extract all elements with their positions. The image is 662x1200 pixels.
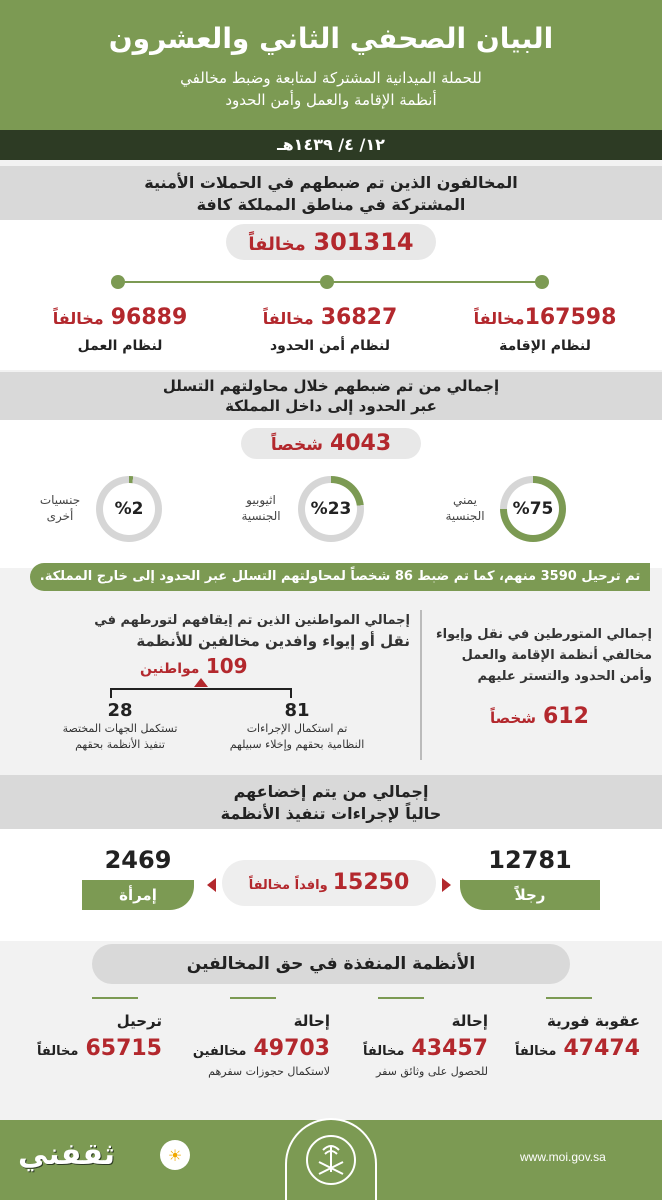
split-number: 28: [107, 700, 133, 721]
ring-percent: %75: [507, 483, 559, 535]
section4-heading-line-2: حالياً لإجراءات تنفيذ الأنظمة: [220, 804, 442, 823]
section1-heading-line-2: المشتركة في مناطق المملكة كافة: [196, 195, 466, 214]
subtitle-line-1: للحملة الميدانية المشتركة لمتابعة وضبط مخالفي: [180, 69, 482, 87]
measure-unit: مخالفاً: [515, 1044, 557, 1059]
involved-number: 612: [542, 704, 589, 729]
citizens-number: 109: [205, 654, 248, 678]
measure-immediate-penalty: [490, 1012, 640, 1061]
ring-others: [96, 476, 162, 542]
men-count: [460, 846, 600, 910]
measure-unit: مخالفاً: [37, 1044, 79, 1059]
section1-heading-line-1: المخالفون الذين تم ضبطهم في الحملات الأمنية: [144, 173, 518, 192]
item-bar: [546, 997, 592, 999]
citizens-unit: مواطنين: [140, 661, 200, 677]
text-line: إجمالي المواطنين الذين تم إيقافهم لتورطهم في: [94, 613, 410, 628]
deportation-note: تم ترحيل 3590 منهم، كما تم ضبط 86 شخصاً لمحاولتهم التسلل عبر الحدود إلى خارج المملكة.: [30, 563, 650, 591]
website-link[interactable]: www.moi.gov.sa: [520, 1150, 606, 1164]
measure-title: إحالة: [451, 1012, 488, 1030]
split-line-text: النظامية بحقهم وإخلاء سبيلهم: [229, 738, 365, 751]
ring-percent: %2: [103, 483, 155, 535]
split-line-text: تم استكمال الإجراءات: [246, 722, 348, 735]
measure-referral-documents: [338, 1012, 488, 1078]
section1-heading: [0, 166, 662, 220]
stat-label: لنظام العمل: [77, 338, 163, 354]
measure-title: ترحيل: [116, 1012, 162, 1030]
item-bar: [230, 997, 276, 999]
section4-heading: [0, 775, 662, 829]
text-line: وأمن الحدود والتستر عليهم: [477, 669, 652, 684]
involved-total: [490, 704, 589, 729]
ring-label: [228, 492, 294, 524]
ring-label-line: أخرى: [46, 509, 74, 523]
item-bar: [92, 997, 138, 999]
ring-label-line: اثيوبيو: [246, 493, 276, 507]
citizens-text: [40, 610, 410, 652]
measure-unit: مخالفاً: [363, 1044, 405, 1059]
ring-label: [435, 492, 495, 524]
section3-divider: [420, 610, 422, 760]
split-number: 81: [284, 700, 310, 721]
women-label: إمرأة: [82, 880, 194, 910]
women-count: [82, 846, 194, 910]
ring-label-line: يمني: [453, 493, 477, 507]
page-subtitle: [0, 67, 662, 111]
section2-total: [0, 428, 662, 459]
section4-total-number: 15250: [332, 870, 410, 895]
measure-note: للحصول على وثائق سفر: [376, 1065, 488, 1078]
stat-border-security: [240, 305, 420, 354]
text-line: إجمالي المتورطين في نقل وإيواء: [436, 627, 652, 642]
split-pointer: [194, 678, 208, 687]
stat-unit: مخالفاً: [262, 309, 314, 328]
stat-number: 96889: [110, 305, 188, 330]
section2-heading: [0, 372, 662, 420]
connector-dot: [111, 275, 125, 289]
measure-number: 65715: [85, 1036, 162, 1061]
section4-heading-line-1: إجمالي من يتم إخضاعهم: [233, 782, 429, 801]
measure-note: لاستكمال حجوزات سفرهم: [208, 1065, 330, 1078]
stat-unit: مخالفاً: [473, 309, 525, 328]
ring-label-line: الجنسية: [445, 509, 485, 523]
measure-unit: مخالفين: [192, 1044, 247, 1059]
citizens-total: [140, 654, 248, 678]
ring-label: [30, 492, 90, 524]
page-title: البيان الصحفي الثاني والعشرون: [108, 22, 554, 55]
split-tick: [290, 688, 292, 698]
ring-label-line: جنسيات: [39, 493, 81, 507]
stat-residence: [455, 305, 635, 354]
lightbulb-icon: ☀: [160, 1140, 190, 1170]
men-label: رجلاً: [460, 880, 600, 910]
text-line: مخالفي أنظمة الإقامة والعمل: [461, 648, 652, 663]
ring-ethiopian: [298, 476, 364, 542]
ministry-emblem-icon: [285, 1118, 377, 1200]
section4-total-unit: وافداً مخالفاً: [248, 878, 328, 893]
date-bar: ١٢/ ٤/ ١٤٣٩هـ: [0, 130, 662, 160]
measure-title: عقوبة فورية: [547, 1012, 640, 1030]
measure-number: 47474: [563, 1036, 640, 1061]
ring-label-line: الجنسية: [241, 509, 281, 523]
measure-title: إحالة: [293, 1012, 330, 1030]
item-bar: [378, 997, 424, 999]
subtitle-line-2: أنظمة الإقامة والعمل وأمن الحدود: [225, 91, 437, 109]
section1-total-unit: مخالفاً: [248, 234, 306, 255]
stat-unit: مخالفاً: [52, 309, 104, 328]
section4-total: [222, 860, 436, 906]
involved-unit: شخصاً: [490, 709, 536, 727]
men-number: 12781: [488, 846, 572, 874]
involved-total-text: [430, 624, 652, 687]
split-line: [110, 688, 292, 690]
section2-heading-line-2: عبر الحدود إلى داخل المملكة: [225, 397, 437, 415]
connector-dot: [535, 275, 549, 289]
split-pending: [40, 700, 200, 753]
section2-total-pill: [241, 428, 421, 459]
measure-deportation: [12, 1012, 162, 1061]
text-line: نقل أو إيواء وافدين مخالفين للأنظمة: [136, 632, 410, 650]
stat-label: لنظام الإقامة: [499, 338, 591, 354]
arrow-right-icon: [442, 878, 451, 892]
women-number: 2469: [104, 846, 172, 874]
stat-labor: [30, 305, 210, 354]
measure-number: 43457: [411, 1036, 488, 1061]
section5-heading: الأنظمة المنفذة في حق المخالفين: [92, 944, 570, 984]
header-banner: [0, 0, 662, 130]
measure-number: 49703: [253, 1036, 330, 1061]
section1-total-number: 301314: [313, 228, 414, 256]
ring-yemeni: [500, 476, 566, 542]
stat-number: 36827: [320, 305, 398, 330]
connector-dot: [320, 275, 334, 289]
section2-total-number: 4043: [329, 431, 392, 456]
split-tick: [110, 688, 112, 698]
section1-total: [0, 224, 662, 260]
stat-label: لنظام أمن الحدود: [269, 338, 391, 354]
split-completed: [222, 700, 372, 753]
measure-referral-bookings: [170, 1012, 330, 1078]
palm-swords-icon: [303, 1132, 359, 1188]
section2-heading-line-1: إجمالي من تم ضبطهم خلال محاولتهم التسلل: [162, 377, 500, 395]
ring-percent: %23: [305, 483, 357, 535]
section2-total-unit: شخصاً: [270, 435, 323, 455]
arrow-left-icon: [207, 878, 216, 892]
split-line-text: تنفيذ الأنظمة بحقهم: [75, 738, 165, 751]
stat-number: 167598: [524, 305, 617, 330]
brand-logo: ثقفني: [18, 1137, 116, 1172]
split-line-text: تستكمل الجهات المختصة: [62, 722, 178, 735]
section1-total-pill: [226, 224, 435, 260]
